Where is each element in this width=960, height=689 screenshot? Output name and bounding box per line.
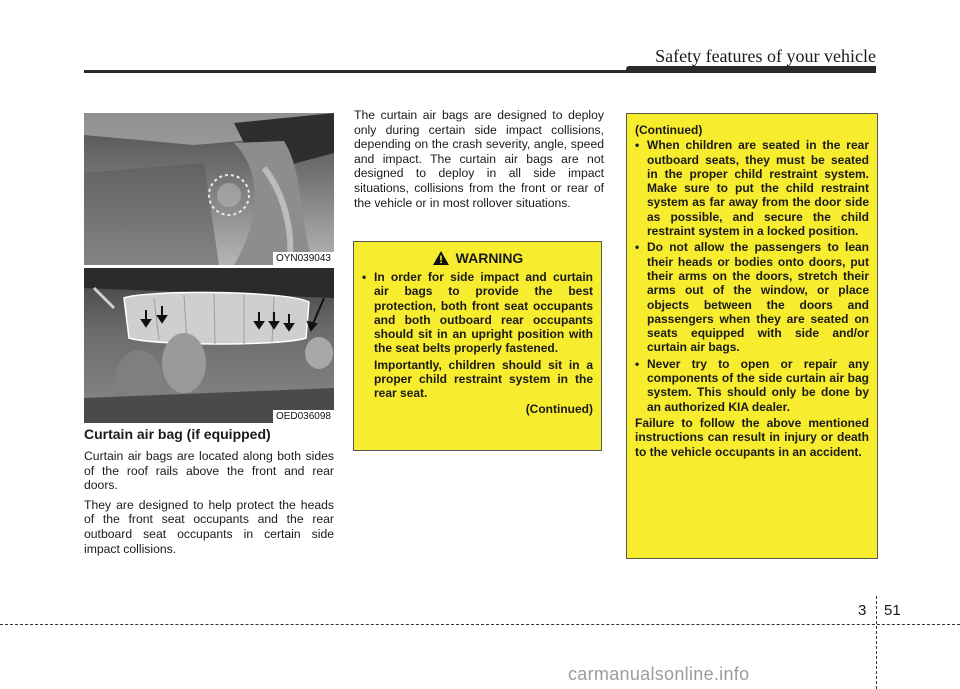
figure-code: OYN039043 bbox=[273, 252, 334, 265]
continued-warning-box bbox=[626, 113, 878, 559]
continued-bullet: • Never try to open or repair any components of the side curtain air bag system. This should only be done by an authorized KIA dealer. bbox=[635, 357, 869, 414]
continued-list bbox=[635, 138, 869, 414]
figure-code: OED036098 bbox=[273, 410, 334, 423]
warning-paragraph: Importantly, children should sit in a proper child restraint system in the rear seat. bbox=[374, 357, 593, 401]
watermark: carmanualsonline.info bbox=[568, 664, 750, 684]
curtain-airbag-illustration bbox=[84, 268, 334, 423]
footer-rule bbox=[0, 624, 960, 625]
warning-box bbox=[353, 241, 602, 451]
footer-divider bbox=[876, 596, 877, 689]
pillar-illustration bbox=[84, 113, 334, 265]
body-paragraph: The curtain air bags are designed to deploy only during certain side impact collisions, depending on the crash severity, angle, speed and impact. The curtain air bags are not designed to deploy in all side impact situations, collisions from the front or rear of the vehicle or in most rollover situations. bbox=[354, 108, 604, 210]
warning-bullet: • In order for side impact and curtain air bags to provide the best protection, both front seat occupants and both outboard rear occupants should sit in an upright position with the seat belts properly fastened. bbox=[362, 270, 593, 356]
warning-list bbox=[362, 270, 593, 356]
page-number: 51 bbox=[884, 602, 901, 619]
body-paragraph: They are designed to help protect the heads of the front seat occupants and the rear outboard seat occupants in certain side impact collisions. bbox=[84, 497, 334, 556]
continued-label: (Continued) bbox=[525, 401, 593, 416]
continued-heading: (Continued) bbox=[635, 123, 703, 137]
warning-title: WARNING bbox=[455, 249, 524, 266]
chapter-number: 3 bbox=[858, 602, 867, 619]
continued-bullet: • Do not allow the passengers to lean their heads or bodies onto doors, put their arms on the doors, stretch their arms out of the window, or place objects between the doors and passengers when they are seated on seats equipped with side and/or curtain air bags. bbox=[635, 240, 869, 354]
page-header-title: Safety features of your vehicle bbox=[655, 46, 876, 66]
warning-triangle-icon bbox=[432, 250, 450, 266]
section-heading: Curtain air bag (if equipped) bbox=[84, 426, 271, 442]
figure-pillar-photo bbox=[84, 113, 334, 265]
figure-airbag-deployment bbox=[84, 268, 334, 423]
warning-header bbox=[362, 250, 593, 266]
section-body bbox=[84, 449, 334, 561]
body-paragraph: Curtain air bags are located along both sides of the roof rails above the front and rear doors. bbox=[84, 449, 334, 493]
continued-bullet: • When children are seated in the rear outboard seats, they must be seated in the proper child restraint system. Make sure to put the child restraint system as far away from the door side as possible, and secure the child restraint system in a locked position. bbox=[635, 138, 869, 238]
column2-body bbox=[354, 108, 604, 215]
header-rule bbox=[84, 70, 876, 73]
closing-paragraph: Failure to follow the above mentioned instructions can result in injury or death to the vehicle occupants in an accident. bbox=[635, 415, 869, 459]
